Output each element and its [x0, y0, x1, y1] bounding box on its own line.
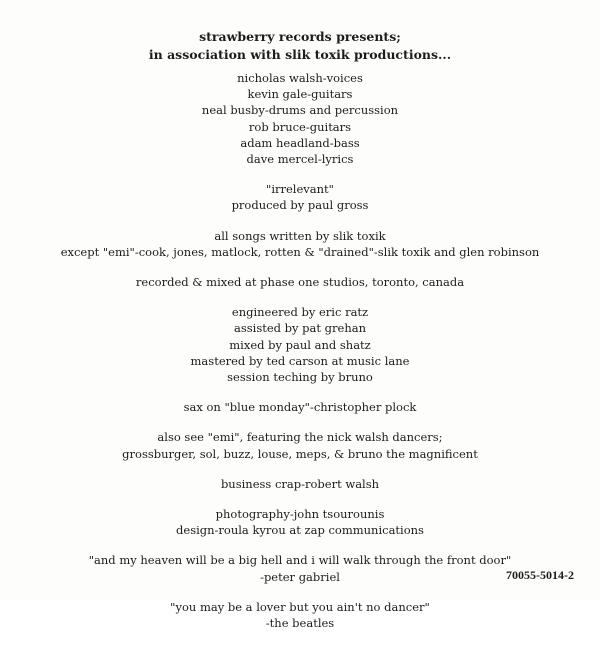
sax-credit — [0, 399, 600, 415]
engineering-credits — [0, 304, 600, 385]
quote-author: -the beatles — [265, 616, 335, 631]
quote-text: "you may be a lover but you ain't no dancer" — [170, 599, 430, 614]
member-line: adam headland-bass — [240, 135, 360, 150]
design-line: design-roula kyrou at zap communications — [176, 523, 424, 538]
also-see — [0, 429, 600, 461]
photography-line: photography-john tsourounis — [215, 507, 385, 522]
engineering-line: mastered by ted carson at music lane — [190, 353, 410, 368]
album-info — [0, 181, 600, 213]
producer-credit: produced by paul gross — [231, 198, 369, 213]
business-line: business crap-robert walsh — [220, 476, 380, 491]
member-line: dave mercel-lyrics — [246, 152, 354, 167]
band-members — [0, 70, 600, 167]
engineering-line: mixed by paul and shatz — [229, 337, 371, 352]
also-see-line: also see "emi", featuring the nick walsh dancers; — [157, 430, 443, 445]
quote-author: -peter gabriel — [260, 569, 340, 584]
also-see-names-line: grossburger, sol, buzz, louse, meps, & bruno the magnificent — [122, 446, 478, 461]
member-line: rob bruce-guitars — [248, 119, 352, 134]
header-line-presents: strawberry records presents; — [199, 29, 401, 44]
member-line: kevin gale-guitars — [247, 87, 353, 102]
header — [0, 28, 600, 64]
member-line: neal busby-drums and percussion — [201, 103, 399, 118]
member-line: nicholas walsh-voices — [237, 71, 363, 85]
album-title: "irrelevant" — [266, 182, 334, 197]
recording-credit — [0, 274, 600, 290]
header-line-association: in association with slik toxik productions... — [148, 47, 452, 62]
quote-beatles — [0, 599, 600, 631]
engineering-line: assisted by pat grehan — [233, 321, 367, 336]
recording-line: recorded & mixed at phase one studios, toronto, canada — [135, 275, 465, 290]
quote-text: "and my heaven will be a big hell and i will walk through the front door" — [88, 553, 512, 568]
songwriting-line: all songs written by slik toxik — [214, 228, 386, 243]
sax-line: sax on "blue monday"-christopher plock — [183, 400, 417, 415]
business-credit — [0, 476, 600, 492]
songwriting-credits — [0, 228, 600, 260]
engineering-line: engineered by eric ratz — [231, 305, 369, 320]
engineering-line: session teching by bruno — [227, 370, 373, 385]
credits — [0, 70, 600, 645]
songwriting-exception-line: except "emi"-cook, jones, matlock, rotten & "drained"-slik toxik and glen robinson — [60, 244, 540, 259]
catalog-number: 70055-5014-2 — [506, 568, 574, 582]
photo-design-credits — [0, 506, 600, 538]
